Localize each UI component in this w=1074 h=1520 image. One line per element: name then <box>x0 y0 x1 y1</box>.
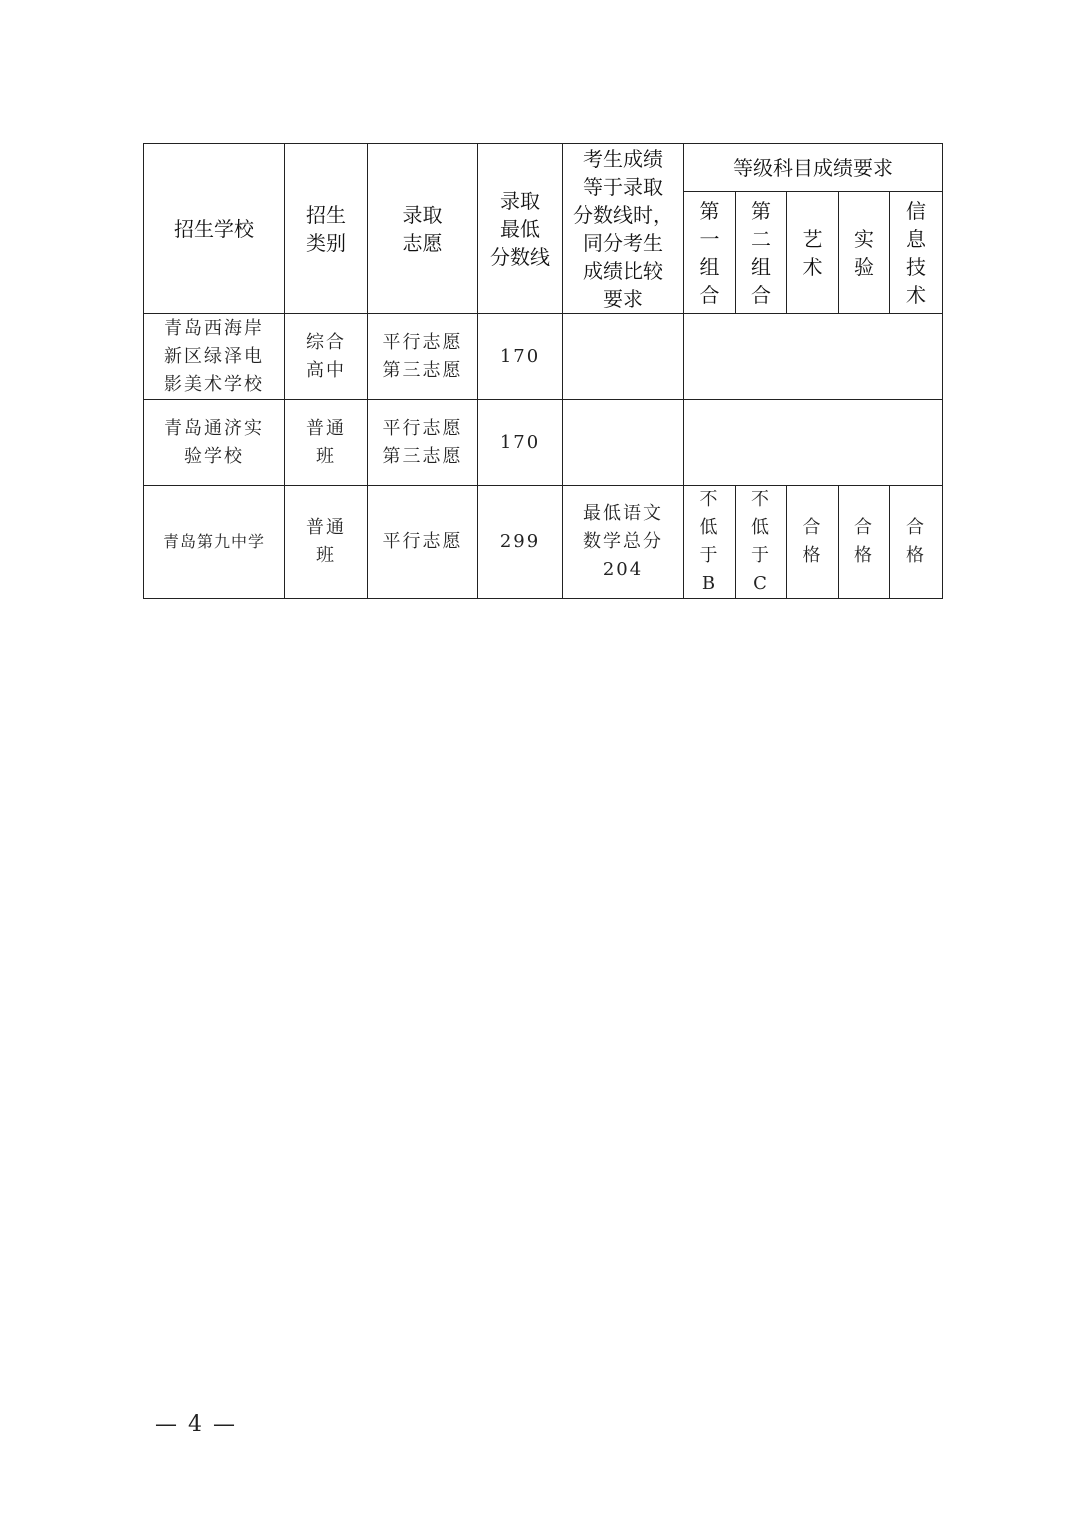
cell-school: 青岛第九中学 <box>144 486 285 599</box>
header-min-score: 录取 最低 分数线 <box>478 144 563 314</box>
cell-tie-rule <box>563 400 684 486</box>
header-grade-art: 艺 术 <box>787 192 839 314</box>
table-row <box>144 400 943 486</box>
header-category: 招生 类别 <box>285 144 368 314</box>
cell-min-score: 299 <box>478 486 563 599</box>
cell-grade-first-group: 不 低 于 B <box>684 486 736 599</box>
table-row <box>144 486 943 599</box>
cell-grade-it: 合 格 <box>890 486 943 599</box>
cell-preference: 平行志愿 <box>368 486 478 599</box>
header-tie-rule: 考生成绩 等于录取 分数线时， 同分考生 成绩比较 要求 <box>563 144 684 314</box>
cell-category: 综合 高中 <box>285 314 368 400</box>
header-grade-requirements: 等级科目成绩要求 <box>684 144 943 192</box>
page-number: — 4 — <box>155 1412 237 1437</box>
cell-grade-art: 合 格 <box>787 486 839 599</box>
cell-school: 青岛通济实 验学校 <box>144 400 285 486</box>
cell-category: 普通 班 <box>285 486 368 599</box>
cell-min-score: 170 <box>478 314 563 400</box>
header-preference: 录取 志愿 <box>368 144 478 314</box>
cell-preference: 平行志愿 第三志愿 <box>368 314 478 400</box>
header-grade-first-group: 第 一 组 合 <box>684 192 736 314</box>
cell-grade-experiment: 合 格 <box>839 486 890 599</box>
cell-tie-rule: 最低语文 数学总分 204 <box>563 486 684 599</box>
cell-grade-second-group: 不 低 于 C <box>736 486 787 599</box>
header-grade-second-group: 第 二 组 合 <box>736 192 787 314</box>
header-grade-experiment: 实 验 <box>839 192 890 314</box>
header-row-top <box>144 144 943 192</box>
cell-category: 普通 班 <box>285 400 368 486</box>
admission-table <box>143 143 943 599</box>
header-grade-it: 信 息 技 术 <box>890 192 943 314</box>
cell-school: 青岛西海岸 新区绿泽电 影美术学校 <box>144 314 285 400</box>
cell-min-score: 170 <box>478 400 563 486</box>
header-school: 招生学校 <box>144 144 285 314</box>
cell-tie-rule <box>563 314 684 400</box>
table-row <box>144 314 943 400</box>
cell-preference: 平行志愿 第三志愿 <box>368 400 478 486</box>
cell-grades-empty <box>684 400 943 486</box>
cell-grades-empty <box>684 314 943 400</box>
